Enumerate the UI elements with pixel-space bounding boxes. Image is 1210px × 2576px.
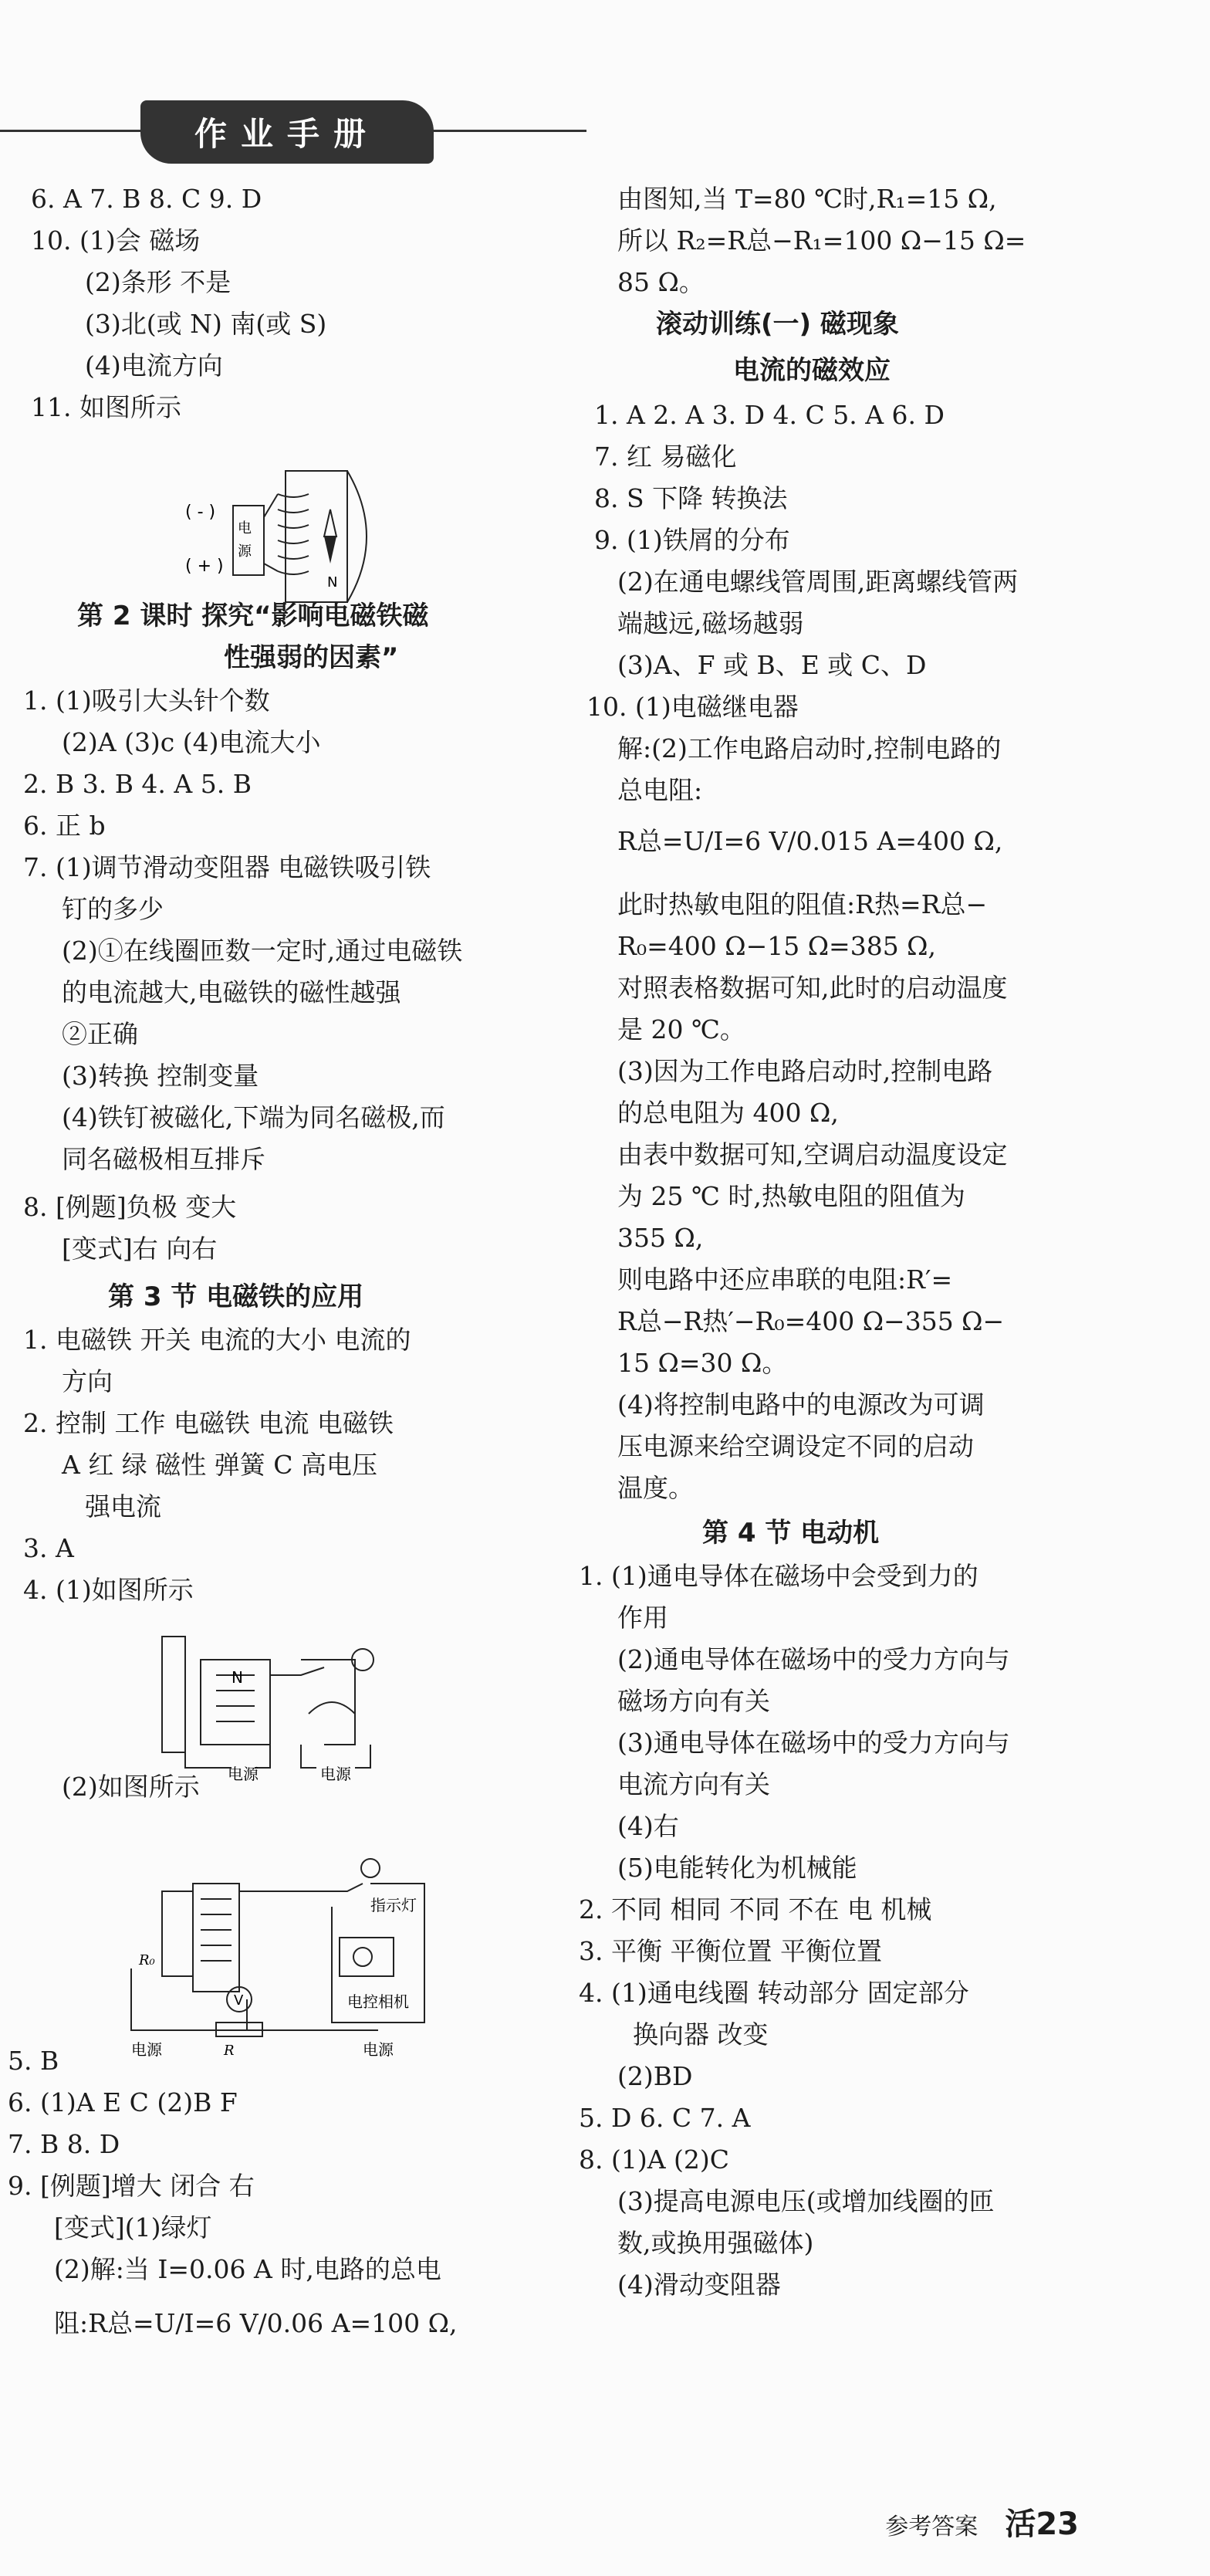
answer-line: 355 Ω, [617,1223,704,1253]
answer-line: R₀=400 Ω−15 Ω=385 Ω, [617,931,937,961]
fig3-r: R [224,2043,235,2059]
relay-figure-2 [116,1853,471,2061]
answer-line: (2)①在线圈匝数一定时,通过电磁铁 [62,936,463,966]
answer-line: 强电流 [85,1491,161,1522]
answer-line: 10. (1)会 磁场 [31,225,201,256]
fig3-v: V [234,1992,244,2009]
answer-line: 解:(2)工作电路启动时,控制电路的 [617,733,1002,763]
section-heading: 电流的磁效应 [733,355,891,386]
answer-line: 对照表格数据可知,此时的启动温度 [617,973,1008,1003]
answer-line: (4)电流方向 [85,350,223,381]
answer-line: 钉的多少 [62,894,164,924]
answer-line: 1. (1)通电导体在磁场中会受到力的 [579,1561,978,1591]
answer-line: 7. B 8. D [8,2129,120,2159]
answer-line: 的电流越大,电磁铁的磁性越强 [62,977,401,1007]
answer-line: 4. (1)通电线圈 转动部分 固定部分 [579,1978,969,2008]
answer-line: 2. B 3. B 4. A 5. B [23,769,252,799]
answer-line: (2)解:当 I=0.06 A 时,电路的总电 [54,2254,441,2284]
answer-line: R总=U/I=6 V/0.015 A=400 Ω, [617,826,1003,856]
answer-line: 数,或换用强磁体) [617,2228,814,2258]
fig1-minus: ( - ) [185,503,216,522]
answer-line: 6. A 7. B 8. C 9. D [31,184,262,214]
answer-line: 7. (1)调节滑动变阻器 电磁铁吸引铁 [23,852,431,882]
answer-line: 温度。 [617,1473,694,1503]
relay-figure-1 [154,1629,417,1783]
answer-line: 3. 平衡 平衡位置 平衡位置 [579,1936,882,1966]
answer-line: 端越远,磁场越弱 [617,608,804,638]
fig3-cam: 电控相机 [347,1992,409,2011]
section-heading: 第 3 节 电磁铁的应用 [108,1281,364,1312]
answer-line: (2)A (3)c (4)电流大小 [62,727,321,757]
fig3-src2: 电源 [363,2040,394,2059]
fig3-r0: R₀ [139,1952,155,1968]
answer-line: 5. B [8,2046,59,2076]
answer-line: 所以 R₂=R总−R₁=100 Ω−15 Ω= [617,225,1026,256]
answer-line: 阻:R总=U/I=6 V/0.06 A=100 Ω, [54,2308,458,2338]
answer-line: 电流方向有关 [617,1769,770,1799]
answer-line: (3)提高电源电压(或增加线圈的匝 [617,2186,995,2216]
answer-line: (3)北(或 N) 南(或 S) [85,309,327,339]
answer-line: 6. (1)A E C (2)B F [8,2087,238,2117]
solenoid-figure [185,463,386,610]
answer-line: 85 Ω。 [617,267,705,297]
answer-line: 的总电阻为 400 Ω, [617,1098,839,1128]
answer-line: 同名磁极相互排斥 [62,1144,265,1174]
answer-line: 7. 红 易磁化 [594,442,737,472]
section-heading: 性强弱的因素” [224,642,399,673]
answer-line: (2)BD [617,2061,693,2091]
answer-line: 1. 电磁铁 开关 电流的大小 电流的 [23,1325,411,1355]
answer-line: 1. (1)吸引大头针个数 [23,685,270,716]
answer-line: 9. [例题]增大 闭合 右 [8,2171,255,2201]
answer-line: 8. (1)A (2)C [579,2144,730,2175]
answer-line: 是 20 ℃。 [617,1014,745,1044]
answer-line: 由表中数据可知,空调启动温度设定 [617,1139,1008,1170]
answer-line: (2)在通电螺线管周围,距离螺线管两 [617,567,1019,597]
fig1-source: 电 [238,520,252,537]
answer-line: (4)滑动变阻器 [617,2270,781,2300]
answer-line: 9. (1)铁屑的分布 [594,525,790,555]
answer-line: A 红 绿 磁性 弹簧 C 高电压 [62,1450,378,1480]
answer-line: 则电路中还应串联的电阻:R′= [617,1264,953,1295]
section-header: 作业手册 [140,100,434,164]
fig3-src1: 电源 [131,2040,162,2059]
answer-line: [变式](1)绿灯 [54,2212,212,2243]
answer-line: 8. [例题]负极 变大 [23,1192,237,1222]
answer-line: 为 25 ℃ 时,热敏电阻的阻值为 [617,1181,965,1211]
answer-line: 10. (1)电磁继电器 [586,692,799,722]
footer-label: 参考答案 [885,2513,978,2540]
answer-line: 由图知,当 T=80 ℃时,R₁=15 Ω, [617,184,997,214]
answer-line: 此时热敏电阻的阻值:R热=R总− [617,889,988,919]
answer-line: 15 Ω=30 Ω。 [617,1348,788,1378]
answer-line: (5)电能转化为机械能 [617,1853,857,1883]
answer-line: 11. 如图所示 [31,392,181,422]
answer-line: 方向 [62,1366,113,1396]
page-footer [885,2500,1079,2544]
fig3-lamp: 指示灯 [370,1896,417,1914]
answer-line: (2)通电导体在磁场中的受力方向与 [617,1644,1010,1674]
answer-line: 2. 控制 工作 电磁铁 电流 电磁铁 [23,1408,394,1438]
answer-line: 1. A 2. A 3. D 4. C 5. A 6. D [594,400,945,430]
answer-line: (2)如图所示 [62,1772,200,1802]
answer-line: (3)A、F 或 B、E 或 C、D [617,650,927,680]
fig2-src1: 电源 [228,1765,259,1783]
answer-line: 6. 正 b [23,811,106,841]
section-heading: 滚动训练(一) 磁现象 [656,309,899,340]
fig1-plus: ( + ) [185,557,224,576]
section-heading: 第 2 课时 探究“影响电磁铁磁 [77,601,429,631]
answer-line: (4)右 [617,1811,679,1841]
answer-line: (2)条形 不是 [85,267,232,297]
answer-line: (4)铁钉被磁化,下端为同名磁极,而 [62,1102,445,1132]
answer-line: (4)将控制电路中的电源改为可调 [617,1390,985,1420]
answer-line: 作用 [617,1603,668,1633]
answer-line: 5. D 6. C 7. A [579,2103,751,2133]
answer-line: [变式]右 向右 [62,1234,218,1264]
svg-text:源: 源 [238,543,252,560]
answer-line: 4. (1)如图所示 [23,1575,194,1605]
answer-line: 换向器 改变 [633,2019,769,2050]
fig1-n: N [327,574,338,591]
fig2-n: N [232,1668,243,1687]
section-heading: 第 4 节 电动机 [702,1518,880,1549]
answer-line: 总电阻: [617,775,703,805]
answer-line: (3)通电导体在磁场中的受力方向与 [617,1728,1010,1758]
page-number: 活23 [1005,2507,1079,2542]
answer-line: 磁场方向有关 [617,1686,770,1716]
answer-line: 8. S 下降 转换法 [594,483,788,513]
answer-line: 2. 不同 相同 不同 不在 电 机械 [579,1894,932,1924]
answer-line: (3)因为工作电路启动时,控制电路 [617,1056,993,1086]
answer-line: ②正确 [62,1019,138,1049]
answer-line: 3. A [23,1533,74,1563]
answer-line: R总−R热′−R₀=400 Ω−355 Ω− [617,1306,1005,1336]
answer-line: (3)转换 控制变量 [62,1061,259,1091]
answer-line: 压电源来给空调设定不同的启动 [617,1431,974,1461]
fig2-src2: 电源 [320,1765,351,1783]
